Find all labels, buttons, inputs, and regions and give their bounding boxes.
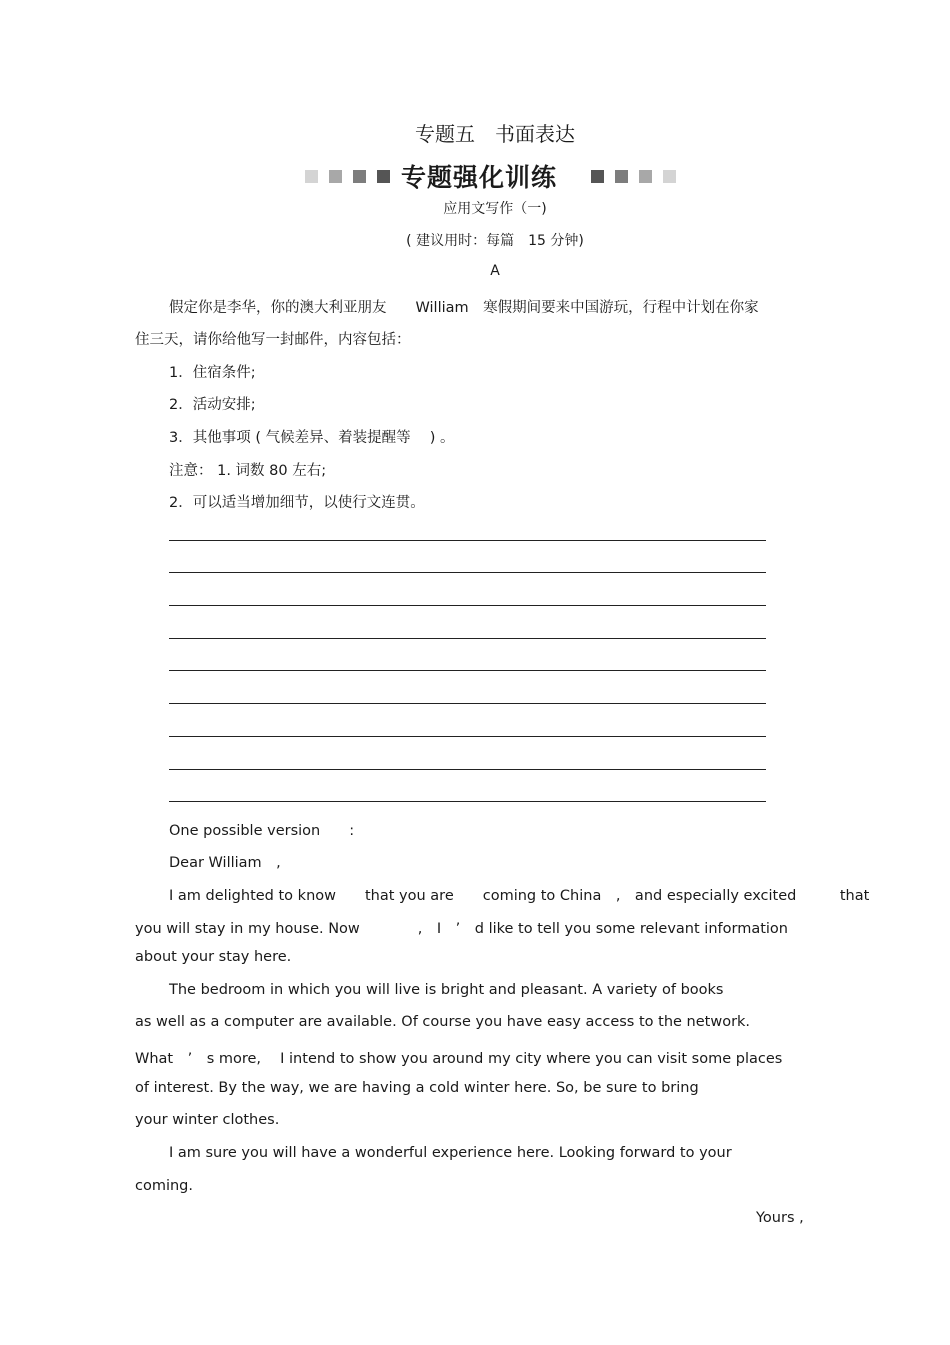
letter-line: of interest. By the way, we are having a cold winter here. So, be sure to bring xyxy=(135,1080,699,1096)
time-note: ( 建议用时：每篇 15 分钟) xyxy=(406,233,584,249)
letter-line: The bedroom in which you will live is bright and pleasant. A variety of books xyxy=(169,982,724,998)
prompt-line: 假定你是李华，你的澳大利亚朋友 William 寒假期间要来中国游玩，行程中计划在你家 xyxy=(169,300,759,316)
letter-line: I am delighted to know that you are coming to China , and especially excited that xyxy=(169,888,870,904)
banner-square xyxy=(377,170,390,183)
banner-square xyxy=(615,170,628,183)
answer-label: One possible version : xyxy=(169,823,355,839)
letter-line: your winter clothes. xyxy=(135,1112,280,1128)
writing-line[interactable] xyxy=(169,801,766,802)
prompt-line: 住三天，请你给他写一封邮件，内容包括： xyxy=(135,332,411,348)
prompt-item: 3．其他事项 ( 气候差异、着装提醒等 ) 。 xyxy=(169,430,455,446)
writing-line[interactable] xyxy=(169,736,766,737)
letter-line: I am sure you will have a wonderful experience here. Looking forward to your xyxy=(169,1145,732,1161)
letter-line: coming. xyxy=(135,1178,193,1194)
writing-line[interactable] xyxy=(169,703,766,704)
writing-line[interactable] xyxy=(169,769,766,770)
letter-line: What ’ s more, I intend to show you around my city where you can visit some places xyxy=(135,1051,783,1067)
writing-line[interactable] xyxy=(169,540,766,541)
writing-line[interactable] xyxy=(169,572,766,573)
prompt-item: 2．活动安排; xyxy=(169,397,256,413)
note-line: 注意： 1. 词数 80 左右; xyxy=(169,463,327,479)
banner-square xyxy=(353,170,366,183)
subtitle: 应用文写作（一) xyxy=(443,201,547,217)
letter-line: you will stay in my house. Now , I ’ d like to tell you some relevant information xyxy=(135,921,788,937)
page-title: 专题五 书面表达 xyxy=(415,122,575,146)
letter-line: as well as a computer are available. Of course you have easy access to the network. xyxy=(135,1014,751,1030)
banner-square xyxy=(305,170,318,183)
letter-greeting: Dear William , xyxy=(169,855,281,871)
letter-line: about your stay here. xyxy=(135,949,292,965)
banner-square xyxy=(663,170,676,183)
banner-title: 专题强化训练 xyxy=(401,163,558,192)
writing-line[interactable] xyxy=(169,638,766,639)
writing-line[interactable] xyxy=(169,605,766,606)
prompt-item: 1．住宿条件; xyxy=(169,365,256,381)
letter-closing: Yours , xyxy=(756,1210,804,1226)
section-label: A xyxy=(490,263,500,279)
banner-square xyxy=(329,170,342,183)
banner-square xyxy=(591,170,604,183)
banner-square xyxy=(639,170,652,183)
writing-line[interactable] xyxy=(169,670,766,671)
note-line: 2．可以适当增加细节，以使行文连贯。 xyxy=(169,495,425,511)
section-banner xyxy=(305,158,675,190)
